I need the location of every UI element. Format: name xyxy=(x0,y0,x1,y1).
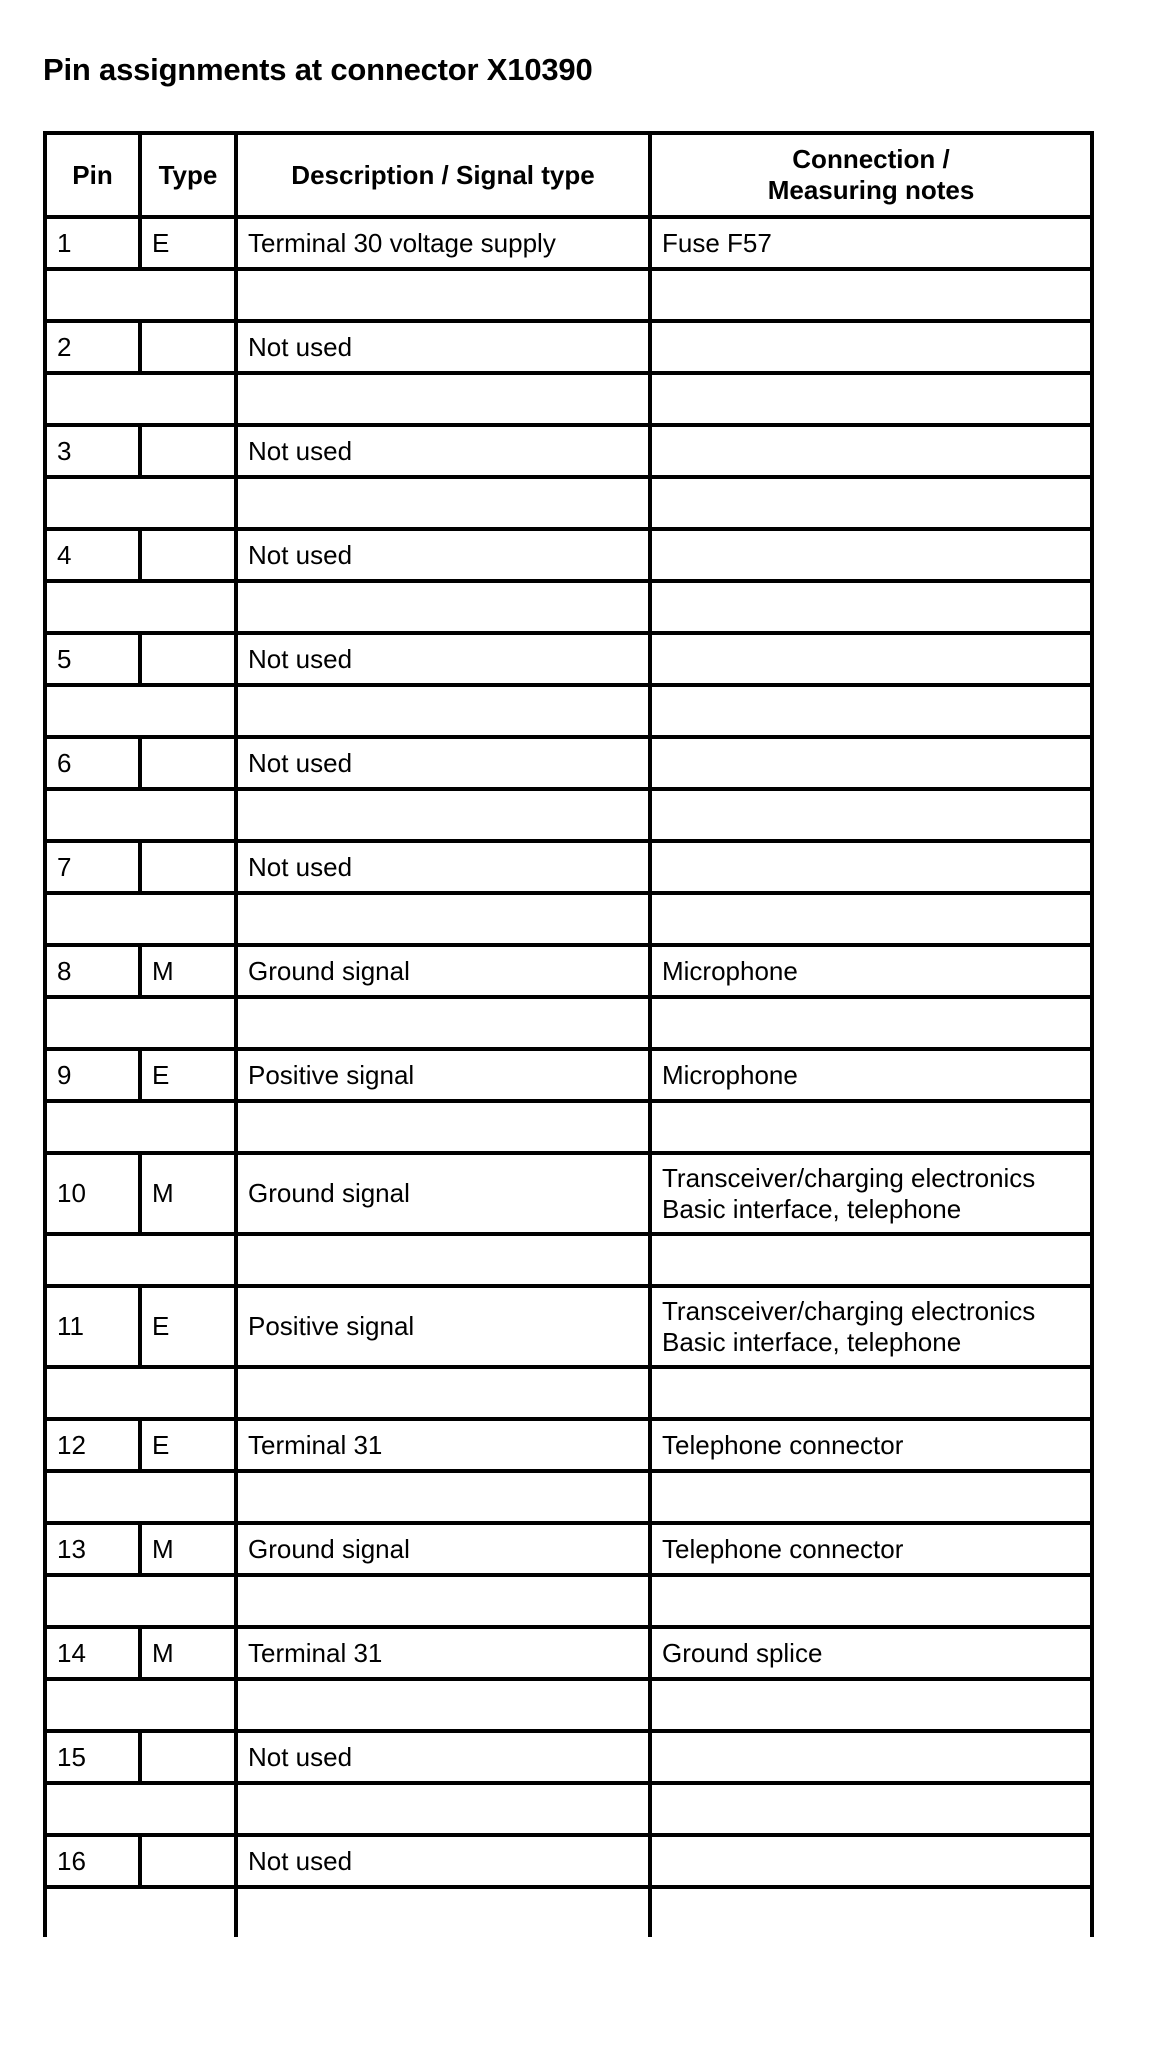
spacer-cell xyxy=(236,1783,650,1835)
connection-cell: Ground splice xyxy=(650,1627,1092,1679)
type-cell xyxy=(140,425,236,477)
type-cell xyxy=(140,529,236,581)
table-row xyxy=(45,1523,1092,1575)
table-row xyxy=(45,425,1092,477)
spacer-cell xyxy=(45,581,236,633)
spacer-cell xyxy=(236,1101,650,1153)
connection-cell xyxy=(650,1286,1092,1367)
connection-cell: Telephone connector xyxy=(650,1523,1092,1575)
spacer-cell xyxy=(45,893,236,945)
spacer-row xyxy=(45,1234,1092,1286)
spacer-cell xyxy=(650,269,1092,321)
type-cell xyxy=(140,1835,236,1887)
connection-cell-line: Basic interface, telephone xyxy=(662,1193,962,1224)
spacer-cell xyxy=(650,1101,1092,1153)
spacer-row xyxy=(45,997,1092,1049)
connection-cell-line: Transceiver/charging electronics xyxy=(662,1162,1036,1193)
spacer-row xyxy=(45,1575,1092,1627)
header-pin: Pin xyxy=(45,133,140,217)
spacer-cell xyxy=(650,1887,1092,1937)
pin-cell: 15 xyxy=(45,1731,140,1783)
spacer-cell xyxy=(650,1783,1092,1835)
pin-cell: 6 xyxy=(45,737,140,789)
spacer-cell xyxy=(236,373,650,425)
connection-cell: Microphone xyxy=(650,945,1092,997)
spacer-cell xyxy=(650,581,1092,633)
pin-cell: 14 xyxy=(45,1627,140,1679)
header-connection xyxy=(650,133,1092,217)
type-cell xyxy=(140,633,236,685)
connection-cell: Fuse F57 xyxy=(650,217,1092,269)
pin-cell: 5 xyxy=(45,633,140,685)
pin-cell: 10 xyxy=(45,1153,140,1234)
spacer-cell xyxy=(236,685,650,737)
pin-cell: 9 xyxy=(45,1049,140,1101)
connection-cell xyxy=(650,737,1092,789)
type-cell: M xyxy=(140,1153,236,1234)
table-body xyxy=(45,217,1092,1937)
spacer-cell xyxy=(650,1575,1092,1627)
spacer-cell xyxy=(236,1887,650,1937)
description-cell: Ground signal xyxy=(236,1153,650,1234)
connection-cell xyxy=(650,1153,1092,1234)
spacer-cell xyxy=(45,1471,236,1523)
description-cell: Ground signal xyxy=(236,945,650,997)
description-cell: Not used xyxy=(236,1731,650,1783)
pin-cell: 1 xyxy=(45,217,140,269)
spacer-row xyxy=(45,269,1092,321)
type-cell: E xyxy=(140,1419,236,1471)
description-cell: Ground signal xyxy=(236,1523,650,1575)
table-row xyxy=(45,1419,1092,1471)
spacer-cell xyxy=(45,1367,236,1419)
table-row xyxy=(45,217,1092,269)
table-row xyxy=(45,841,1092,893)
spacer-cell xyxy=(236,789,650,841)
spacer-cell xyxy=(45,685,236,737)
spacer-cell xyxy=(650,893,1092,945)
spacer-cell xyxy=(236,269,650,321)
table-row xyxy=(45,633,1092,685)
spacer-cell xyxy=(650,789,1092,841)
spacer-row xyxy=(45,789,1092,841)
type-cell xyxy=(140,737,236,789)
spacer-cell xyxy=(45,1234,236,1286)
table-row xyxy=(45,1153,1092,1234)
description-cell: Not used xyxy=(236,841,650,893)
page-title: Pin assignments at connector X10390 xyxy=(43,52,593,87)
spacer-row xyxy=(45,1367,1092,1419)
spacer-row xyxy=(45,1783,1092,1835)
pin-cell: 12 xyxy=(45,1419,140,1471)
pin-cell: 11 xyxy=(45,1286,140,1367)
spacer-cell xyxy=(45,1679,236,1731)
connection-cell xyxy=(650,321,1092,373)
description-cell: Terminal 30 voltage supply xyxy=(236,217,650,269)
type-cell: M xyxy=(140,1523,236,1575)
spacer-row xyxy=(45,477,1092,529)
description-cell: Positive signal xyxy=(236,1286,650,1367)
pin-assignment-table xyxy=(43,131,1094,1937)
description-cell: Not used xyxy=(236,321,650,373)
table-row xyxy=(45,945,1092,997)
spacer-cell xyxy=(236,477,650,529)
table-row xyxy=(45,1835,1092,1887)
pin-cell: 3 xyxy=(45,425,140,477)
spacer-cell xyxy=(236,1679,650,1731)
spacer-cell xyxy=(650,1471,1092,1523)
spacer-cell xyxy=(650,373,1092,425)
type-cell: E xyxy=(140,1049,236,1101)
spacer-row xyxy=(45,581,1092,633)
connection-cell xyxy=(650,1731,1092,1783)
connection-cell-line: Basic interface, telephone xyxy=(662,1326,962,1357)
type-cell: E xyxy=(140,1286,236,1367)
table-row xyxy=(45,1627,1092,1679)
spacer-cell xyxy=(45,1101,236,1153)
spacer-cell xyxy=(236,1367,650,1419)
header-type: Type xyxy=(140,133,236,217)
description-cell: Not used xyxy=(236,425,650,477)
spacer-row xyxy=(45,685,1092,737)
spacer-cell xyxy=(650,1234,1092,1286)
pin-cell: 13 xyxy=(45,1523,140,1575)
connection-cell xyxy=(650,1835,1092,1887)
spacer-cell xyxy=(45,789,236,841)
table-row xyxy=(45,1049,1092,1101)
connection-cell xyxy=(650,633,1092,685)
table-header-row xyxy=(45,133,1092,217)
spacer-cell xyxy=(45,1575,236,1627)
description-cell: Not used xyxy=(236,1835,650,1887)
type-cell xyxy=(140,841,236,893)
type-cell: E xyxy=(140,217,236,269)
spacer-row xyxy=(45,1679,1092,1731)
spacer-cell xyxy=(650,1679,1092,1731)
connection-cell: Microphone xyxy=(650,1049,1092,1101)
spacer-cell xyxy=(650,1367,1092,1419)
spacer-cell xyxy=(45,1783,236,1835)
spacer-cell xyxy=(45,269,236,321)
spacer-cell xyxy=(650,477,1092,529)
spacer-cell xyxy=(45,373,236,425)
table-row xyxy=(45,1286,1092,1367)
description-cell: Terminal 31 xyxy=(236,1627,650,1679)
description-cell: Not used xyxy=(236,737,650,789)
header-description: Description / Signal type xyxy=(236,133,650,217)
spacer-row xyxy=(45,1101,1092,1153)
description-cell: Not used xyxy=(236,529,650,581)
connection-cell: Telephone connector xyxy=(650,1419,1092,1471)
connection-cell xyxy=(650,841,1092,893)
spacer-row xyxy=(45,373,1092,425)
pin-cell: 7 xyxy=(45,841,140,893)
spacer-row xyxy=(45,1471,1092,1523)
spacer-cell xyxy=(236,1234,650,1286)
spacer-cell xyxy=(236,893,650,945)
table-row xyxy=(45,737,1092,789)
header-connection-line2: Measuring notes xyxy=(767,175,975,205)
spacer-cell xyxy=(45,477,236,529)
type-cell xyxy=(140,1731,236,1783)
spacer-cell xyxy=(236,997,650,1049)
type-cell: M xyxy=(140,945,236,997)
spacer-cell xyxy=(236,581,650,633)
spacer-cell xyxy=(650,685,1092,737)
spacer-cell xyxy=(650,997,1092,1049)
spacer-row xyxy=(45,893,1092,945)
description-cell: Not used xyxy=(236,633,650,685)
header-connection-line1: Connection / xyxy=(792,144,950,174)
pin-cell: 4 xyxy=(45,529,140,581)
connection-cell xyxy=(650,425,1092,477)
type-cell xyxy=(140,321,236,373)
pin-cell: 16 xyxy=(45,1835,140,1887)
spacer-row xyxy=(45,1887,1092,1937)
connection-cell-line: Transceiver/charging electronics xyxy=(662,1295,1036,1326)
connection-cell xyxy=(650,529,1092,581)
description-cell: Positive signal xyxy=(236,1049,650,1101)
pin-cell: 2 xyxy=(45,321,140,373)
spacer-cell xyxy=(236,1575,650,1627)
spacer-cell xyxy=(45,1887,236,1937)
pin-cell: 8 xyxy=(45,945,140,997)
spacer-cell xyxy=(45,997,236,1049)
spacer-cell xyxy=(236,1471,650,1523)
table-row xyxy=(45,321,1092,373)
table-row xyxy=(45,529,1092,581)
table-row xyxy=(45,1731,1092,1783)
type-cell: M xyxy=(140,1627,236,1679)
description-cell: Terminal 31 xyxy=(236,1419,650,1471)
